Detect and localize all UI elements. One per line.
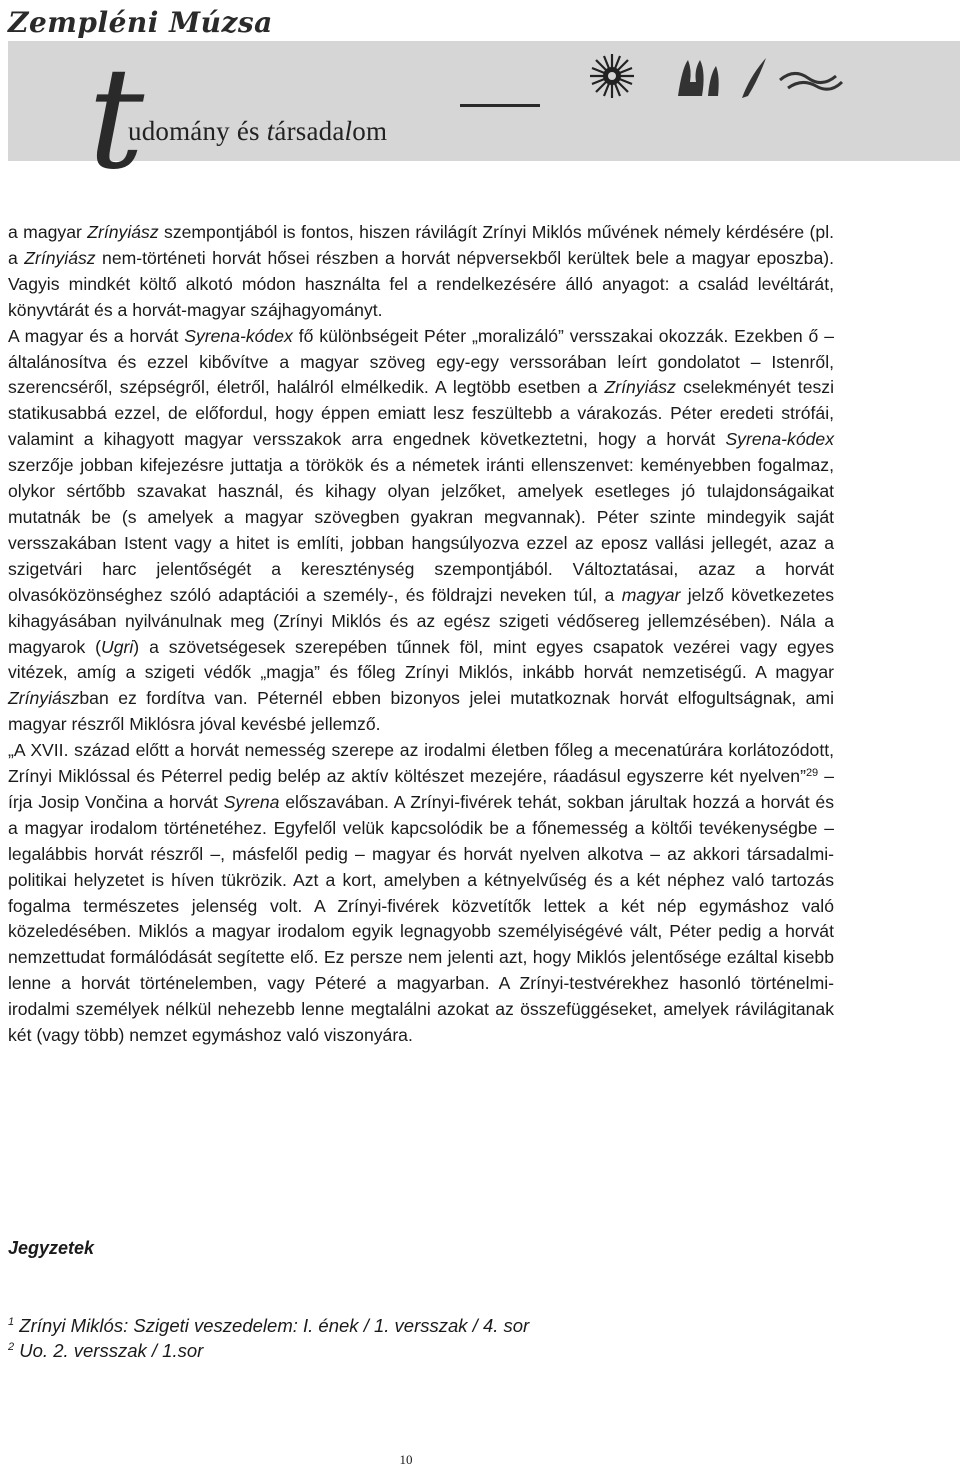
figures-ornament-icon xyxy=(678,60,719,96)
paragraph-1: a magyar Zrínyiász szempontjából is fontos, hiszen rávilágít Zrínyi Miklós művének némely kérdésére (pl. a Zrínyiász nem-történeti horvát hősei részben a horvát népversekből kerültek bele a magyar eposzba). Vagyis mindkét költő alkotó módon használta fel a rendelkezésére álló anyagot: a család levéltárát, könyvtárát és a horvát-magyar szájhagyományt. xyxy=(8,222,834,320)
footnote-reference: 29 xyxy=(805,767,819,780)
paragraph-3: „A XVII. század előtt a horvát nemesség szerepe az irodalmi életben főleg a mecenatúrára korlátozódott, Zrínyi Miklóssal és Péterrel pedig belép az aktív költészet mezejére, ráadásul egyszerre két nyelven”$^{29}$ – írja Josip Vončina a horvát Syrena előszavában. A Zrínyi-fivérek tehát, sokban járultak hozzá a horvát és a magyar irodalom történetéhez. Egyfelől velük kapcsolódik be a főnemesség a költői tevékenységbe – legalábbis horvát részről –, másfelől pedig – magyar és horvát nyelven alkotva – az akkori társadalmi-politikai helyzetet is híven tükrözik. Azt a kort, amelyben a kétnyelvűség és a két néphez való tartozás fogalma természetes jelenség volt. A Zrínyi-fivérek közvetítők lettek a két nép egymáshoz való közeledésében. Miklós a magyar irodalom egyik legnagyobb személyiségévé vált, Péter pedig a horvát nemzettudat formálódását segítette elő. Ez persze nem jelenti azt, hogy Miklós jelentősége ezáltal kisebb lenne a horvát történelemben, vagy Péteré a magyarban. A Zrínyi-testvérekhez hasonló történelmi-irodalmi személyek nélkül nehezebb lenne megtalálni azokat az összefüggéseket, amelyek rávilágitanak két (vagy több) nemzet egymáshoz való viszonyára. xyxy=(8,740,834,1046)
sun-ornament-icon xyxy=(590,54,634,98)
note-item: $^1$ Zrínyi Miklós: Szigeti veszedelem: I. ének / 1. versszak / 4. sor xyxy=(8,1315,530,1336)
page-number: 10 xyxy=(399,1452,413,1467)
header-rule xyxy=(460,104,540,107)
masthead-title: Zempléni Múzsa xyxy=(8,6,273,39)
section-title: udomány és társadalom xyxy=(128,116,388,146)
notes-heading: Jegyzetek xyxy=(8,1238,95,1258)
article-body xyxy=(8,220,834,1049)
quill-ornament-icon xyxy=(742,58,766,98)
swirl-ornament-icon xyxy=(780,73,842,89)
header-ornaments xyxy=(580,52,940,102)
note-item: $^2$ Uo. 2. versszak / 1.sor xyxy=(8,1340,204,1361)
notes-list xyxy=(8,1313,529,1363)
section-initial-letter: t xyxy=(88,38,145,201)
paragraph-2: A magyar és a horvát Syrena-kódex fő különbségeit Péter „moralizáló” versszakai okozzák. Ezekben ő – általánosítva és ezzel kibővítve a magyar szöveg egy-egy verssorában leírt gondolatot – Istenről, szerencséről, szépségről, életről, halálról elmélkedik. A legtöbb esetben a Zrínyiász cselekményét teszi statikusabbá ezzel, de előfordul, hogy éppen emiatt lesz feszültebb a várakozás. Péter eredeti strófái, valamint a kihagyott magyar versszakok arra engednek következtetni, hogy a horvát Syrena-kódex szerzője jobban kifejezésre juttatja a törökök és a németek iránti ellenszenvet: keményebben fogalmaz, olykor sértőbb szavakat használ, és kihagy olyan jelzőket, amelyek esetleges jó tulajdonságaikat mutatnák be (s amelyek a magyar szövegben gyakran megvannak). Péter szinte mindegyik saját versszakában Istent vagy a hitet is említi, jobban hangsúlyozva ezzel az eposz vallási jellegét, azaz a szigetvári harc jelentőségét a kereszténység szempontjából. Változtatásai, azaz a horvát olvasóközönséghez szóló adaptációi a személy-, és földrajzi neveken túl, a magyar jelző következetes kihagyásában nyilvánulnak meg (Zrínyi Miklós és az egész szigeti védősereg jellemzésében). Nála a magyarok (Ugri) a szövetségesek szerepében tűnnek föl, mint egyes csapatok vezérei vagy egyes vitézek, amíg a szigeti védők „magja” és főleg Zrínyi Miklós, inkább horvát nemzetiségű. A magyar Zrínyiászban ez fordítva van. Péternél ebben bizonyos jelei mutatkoznak horvát elfogultságnak, ami magyar részről Miklósra jóval kevésbé jellemző. xyxy=(8,325,835,735)
